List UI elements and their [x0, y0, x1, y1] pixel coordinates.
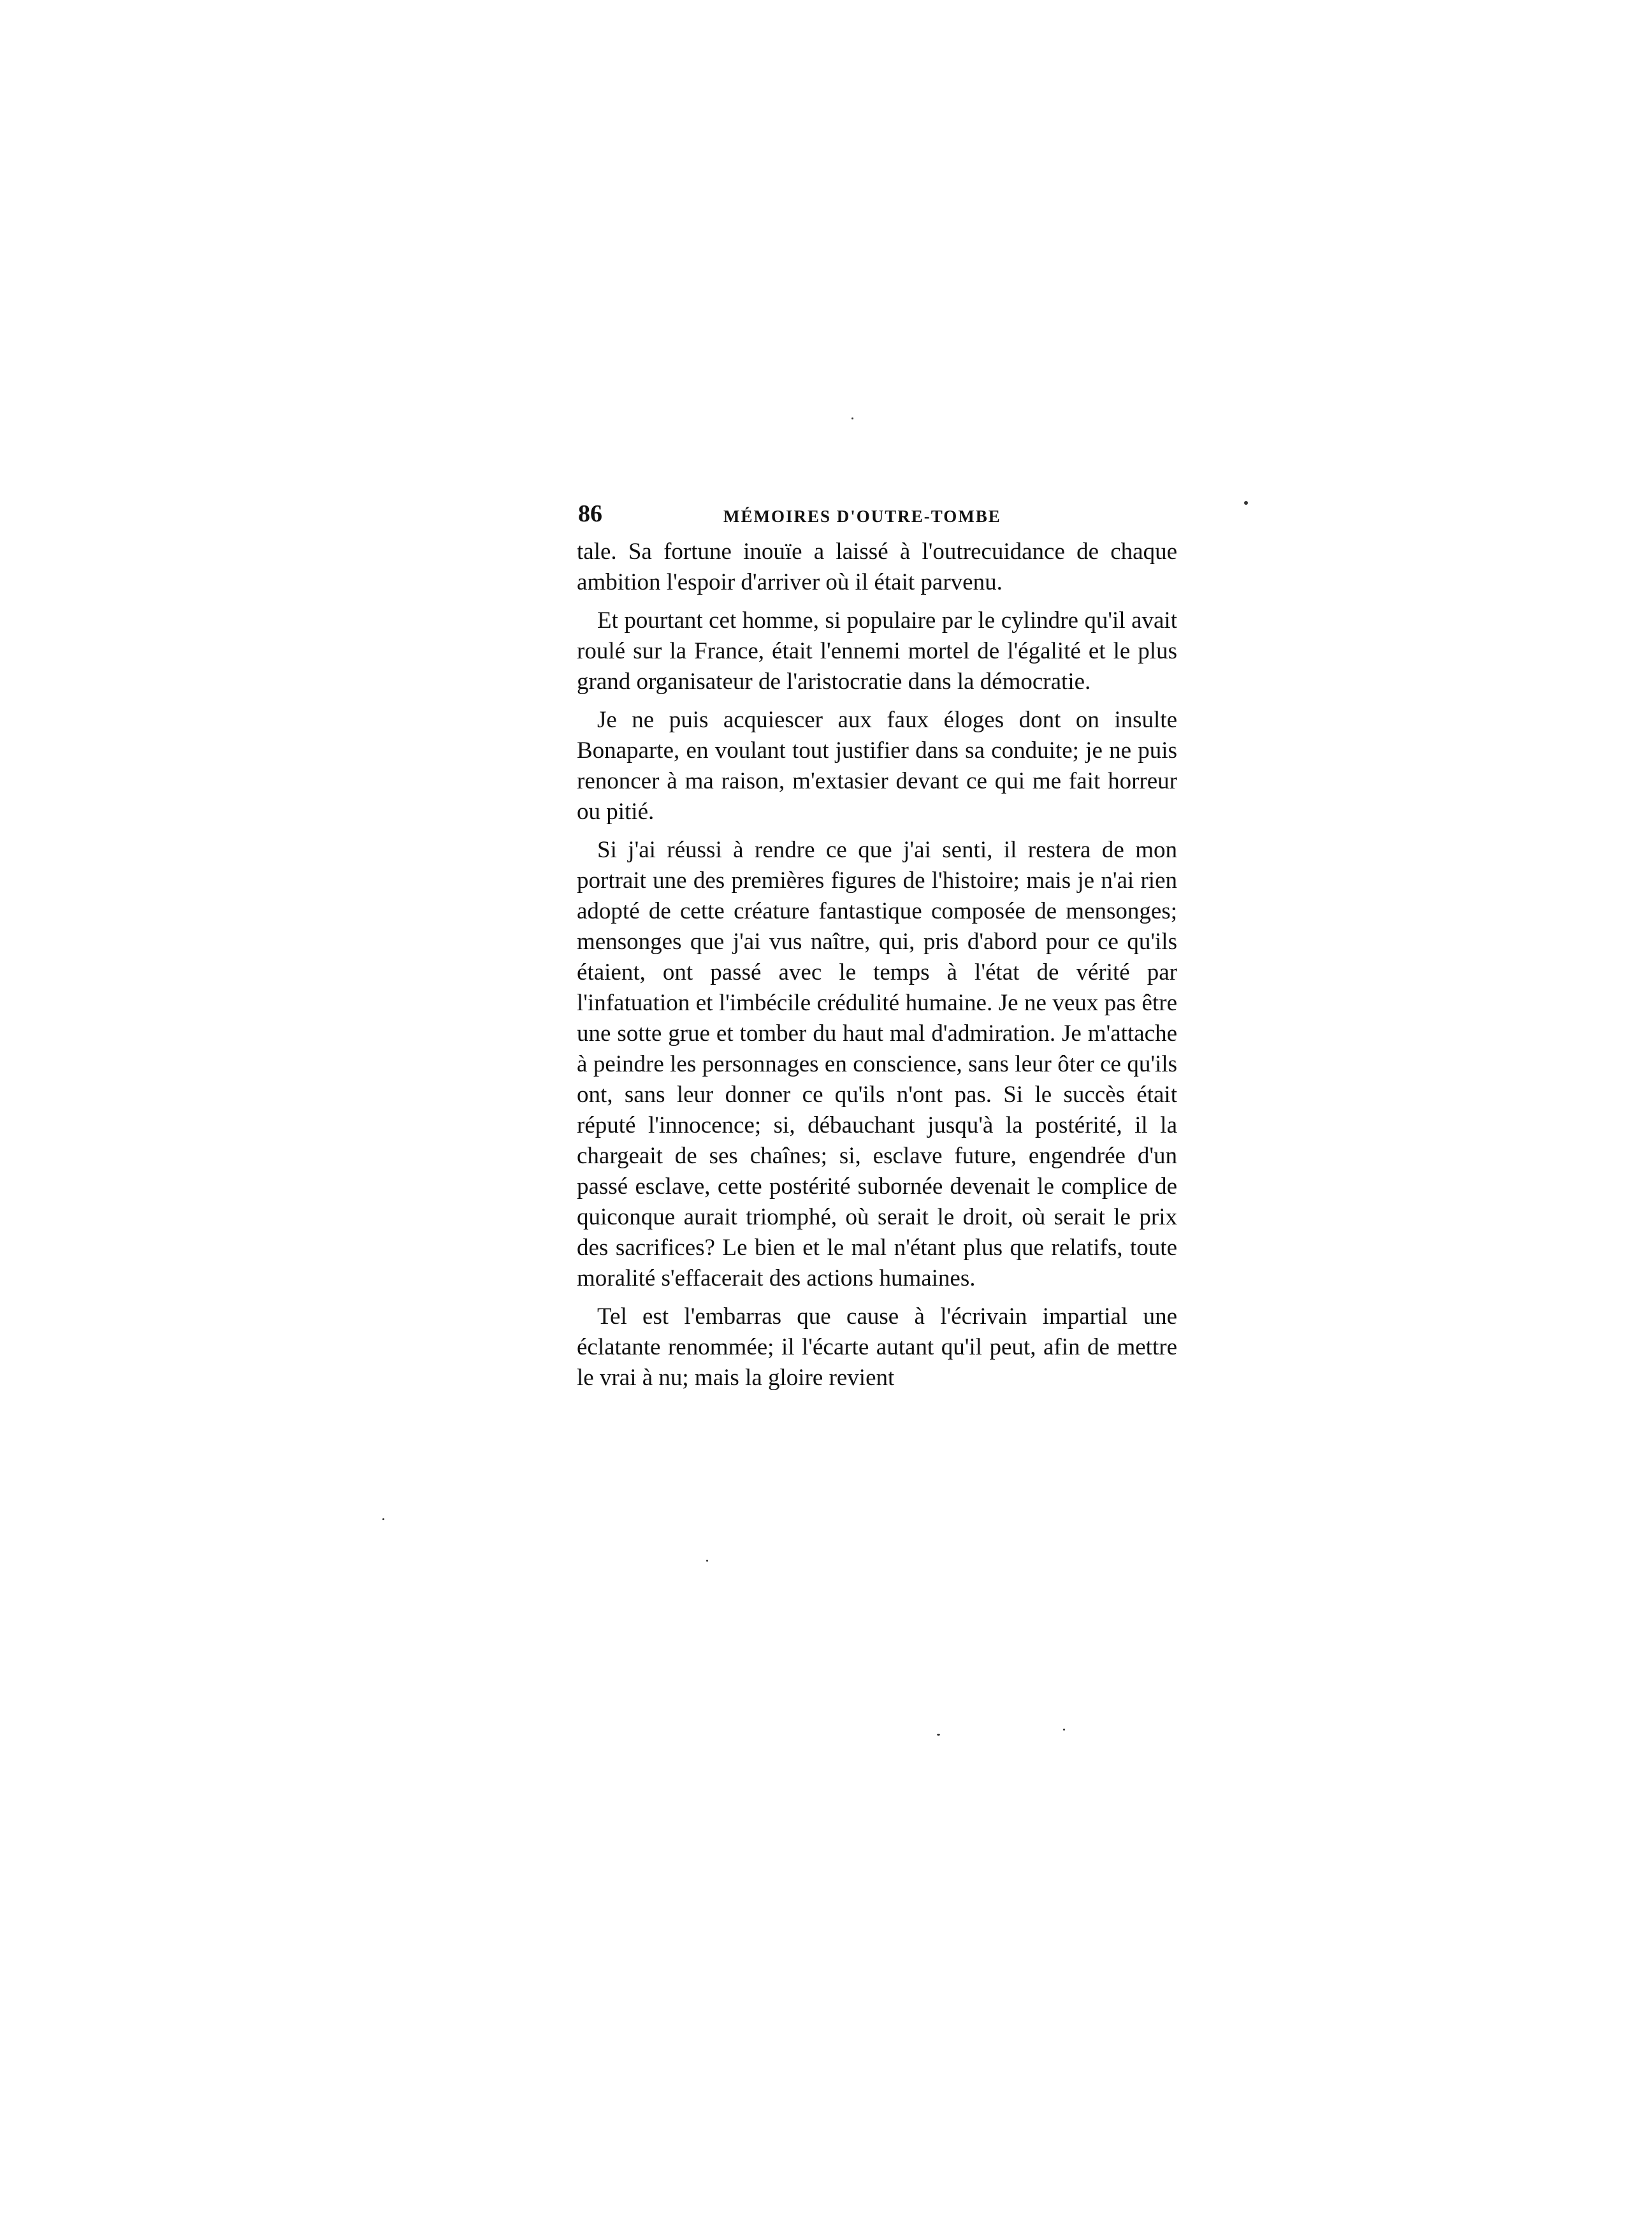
page-column: [577, 497, 1177, 1401]
scan-speck: [706, 1560, 708, 1562]
paragraph-2: Et pourtant cet homme, si populaire par le cylindre qu'il avait roulé sur la France, était l'ennemi mortel de l'égalité et le plus grand organisateur de l'aristocratie dans la démocratie.: [577, 607, 1177, 695]
body-text: [577, 537, 1177, 1393]
running-head: [577, 497, 1177, 534]
scan-speck: [1244, 501, 1248, 505]
scan-speck: [937, 1734, 940, 1736]
page-number: 86: [578, 500, 602, 527]
paragraph-4: Si j'ai réussi à rendre ce que j'ai senti, il restera de mon portrait une des premières figures de l'histoire; mais je n'ai rien adopté de cette créature fantastique composée de mensonges; mensonges que j'ai vus naître, qui, pris d'abord pour ce qu'ils étaient, ont passé avec le temps à l'état de vérité par l'infatuation et l'imbécile crédulité humaine. Je ne veux pas être une sotte grue et tomber du haut mal d'admiration. Je m'attache à peindre les personnages en conscience, sans leur ôter ce qu'ils ont, sans leur donner ce qu'ils n'ont pas. Si le succès était réputé l'innocence; si, débauchant jusqu'à la postérité, il la chargeait de ses chaînes; si, esclave future, engendrée d'un passé esclave, cette postérité subornée devenait le complice de quiconque aurait triomphé, où serait le droit, où serait le prix des sacrifices? Le bien et le mal n'étant plus que relatifs, toute moralité s'effacerait des actions humaines.: [577, 837, 1177, 1291]
scan-speck: [382, 1518, 384, 1520]
paragraph-5: Tel est l'embarras que cause à l'écrivain impartial une éclatante renommée; il l'écarte autant qu'il peut, afin de mettre le vrai à nu; mais la gloire revient: [577, 1303, 1177, 1391]
scan-speck: [1063, 1729, 1065, 1731]
paragraph-1: tale. Sa fortune inouïe a laissé à l'outrecuidance de chaque ambition l'espoir d'arriver où il était parvenu.: [577, 539, 1177, 595]
book-title: MÉMOIRES D'OUTRE-TOMBE: [723, 507, 1001, 526]
scan-speck: [851, 417, 853, 419]
paragraph-3: Je ne puis acquiescer aux faux éloges dont on insulte Bonaparte, en voulant tout justifier dans sa conduite; je ne puis renoncer à ma raison, m'extasier devant ce qui me fait horreur ou pitié.: [577, 707, 1177, 825]
